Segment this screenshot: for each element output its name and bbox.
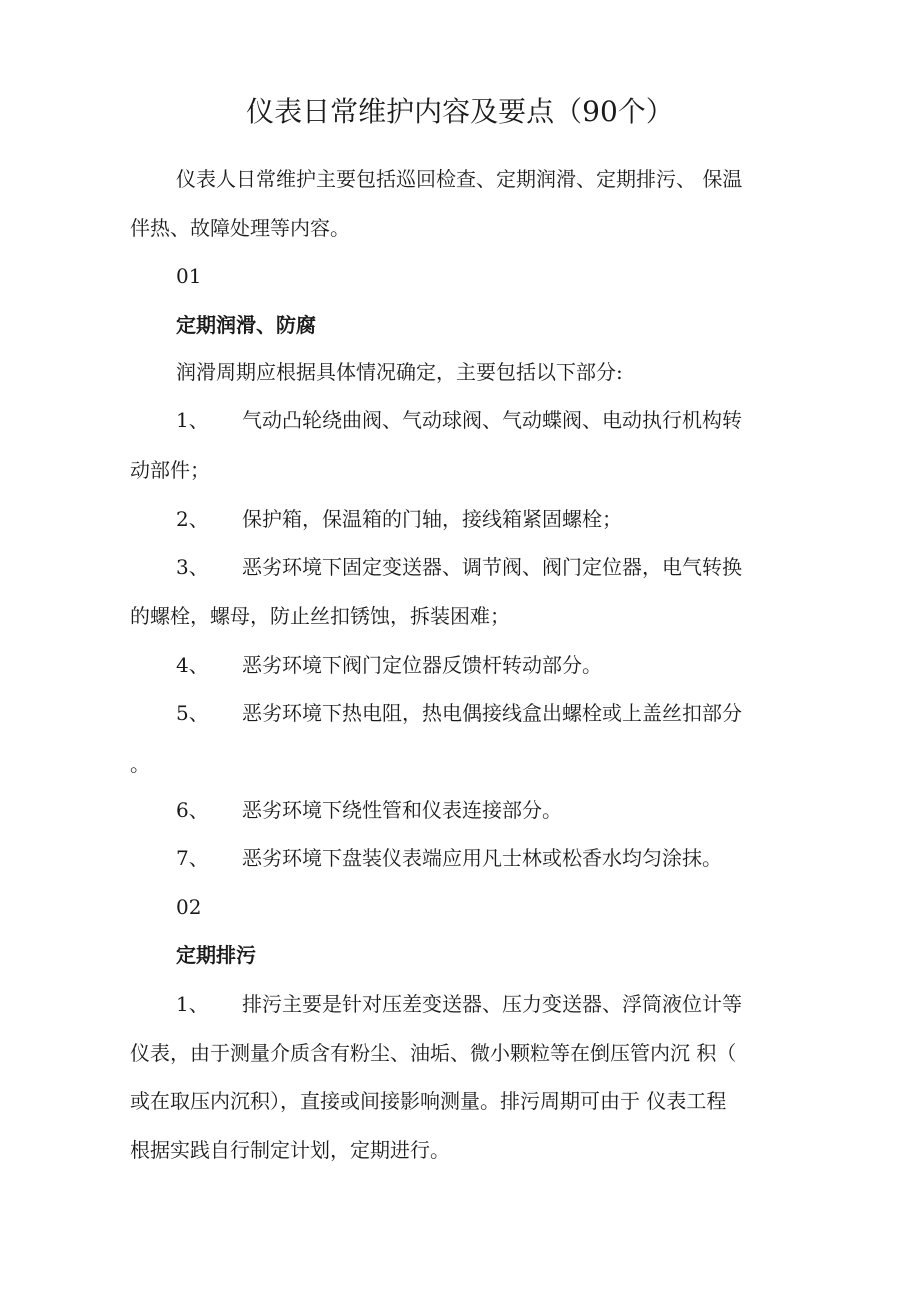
section-number: 01 xyxy=(176,264,202,288)
list-item-text: 的螺栓，螺母，防止丝扣锈蚀，拆装困难； xyxy=(130,604,510,628)
list-item-text: 恶劣环境下阀门定位器反馈杆转动部分。 xyxy=(242,653,602,677)
section-lead: 润滑周期应根据具体情况确定，主要包括以下部分: xyxy=(176,360,623,384)
list-item-text: 根据实践自行制定计划，定期进行。 xyxy=(130,1138,450,1162)
list-item-text: 恶劣环境下绕性管和仪表连接部分。 xyxy=(242,798,562,822)
intro-line-1: 仪表人日常维护主要包括巡回检查、定期润滑、定期排污、 保温 xyxy=(176,167,743,191)
intro-line-2: 伴热、故障处理等内容。 xyxy=(130,216,350,240)
list-item-text: 恶劣环境下热电阻，热电偶接线盒出螺栓或上盖丝扣部分 xyxy=(242,701,742,725)
list-item-text: 仪表，由于测量介质含有粉尘、油垢、微小颗粒等在倒压管内沉 积（ xyxy=(130,1041,737,1065)
section-heading: 定期润滑、防腐 xyxy=(176,313,316,337)
list-item-number: 1、 xyxy=(176,992,209,1016)
list-item-text: 恶劣环境下盘装仪表端应用凡士林或松香水均匀涂抹。 xyxy=(242,846,722,870)
list-item-text: 排污主要是针对压差变送器、压力变送器、浮筒液位计等 xyxy=(242,992,742,1016)
list-item-number: 6、 xyxy=(176,798,209,822)
list-item-text: 保护箱，保温箱的门轴，接线箱紧固螺栓； xyxy=(242,507,622,531)
list-item-text: 。 xyxy=(130,752,150,776)
list-item-number: 2、 xyxy=(176,507,209,531)
list-item-number: 1、 xyxy=(176,408,209,432)
list-item-number: 5、 xyxy=(176,701,209,725)
list-item-text: 或在取压内沉积），直接或间接影响测量。排污周期可由于 仪表工程 xyxy=(130,1089,727,1113)
list-item-number: 4、 xyxy=(176,653,209,677)
list-item-text: 动部件； xyxy=(130,458,210,482)
list-item-number: 3、 xyxy=(176,555,209,579)
page-title: 仪表日常维护内容及要点（90个） xyxy=(246,95,674,128)
list-item-text: 气动凸轮绕曲阀、气动球阀、气动蝶阀、电动执行机构转 xyxy=(242,408,742,432)
list-item-text: 恶劣环境下固定变送器、调节阀、阀门定位器，电气转换 xyxy=(242,555,742,579)
list-item-number: 7、 xyxy=(176,846,209,870)
section-number: 02 xyxy=(176,895,202,919)
section-heading: 定期排污 xyxy=(176,943,256,967)
